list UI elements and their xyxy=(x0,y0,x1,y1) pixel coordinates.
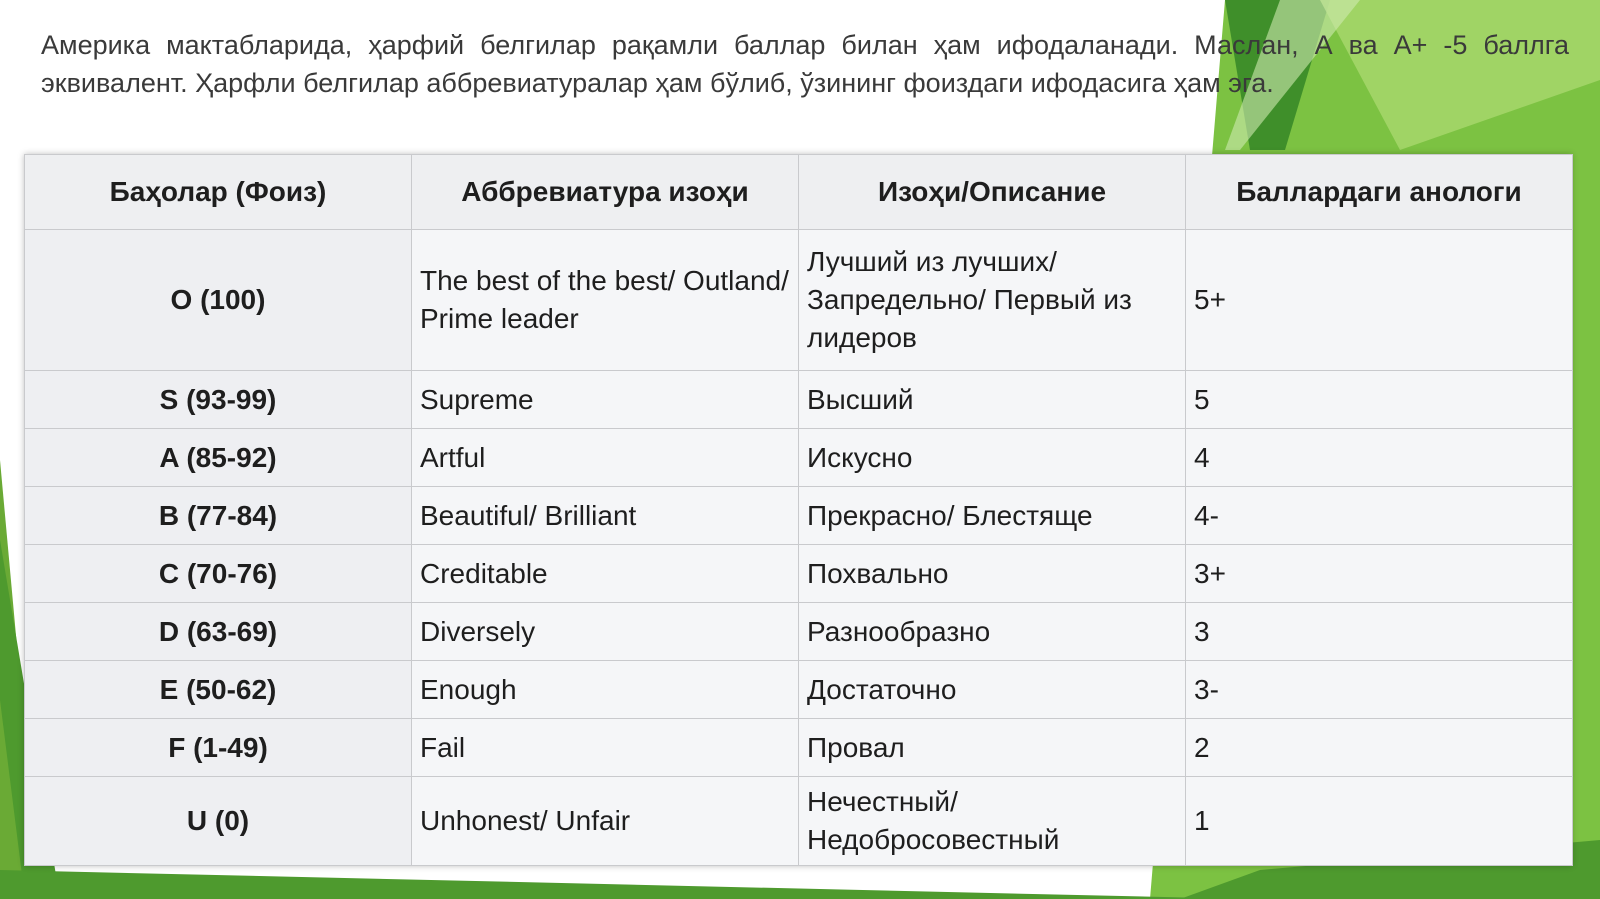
table-row xyxy=(25,487,1573,545)
description-cell: Лучший из лучших/ Запредельно/ Первый из лидеров xyxy=(799,230,1186,371)
description-cell: Прекрасно/ Блестяще xyxy=(799,487,1186,545)
score-cell: 5 xyxy=(1186,371,1573,429)
abbreviation-cell: Supreme xyxy=(412,371,799,429)
score-cell: 1 xyxy=(1186,777,1573,866)
table-row xyxy=(25,545,1573,603)
score-cell: 4 xyxy=(1186,429,1573,487)
grade-cell: O (100) xyxy=(25,230,412,371)
abbreviation-cell: Creditable xyxy=(412,545,799,603)
abbreviation-cell: Unhonest/ Unfair xyxy=(412,777,799,866)
header-score-analog: Баллардаги анологи xyxy=(1186,155,1573,230)
intro-paragraph: Америка мактабларида, ҳарфий белгилар рақамли баллар билан ҳам ифодаланади. Маслан, А ва А+ -5 баллга эквивалент. Ҳарфли белгилар аббревиатуралар ҳам бўлиб, ўзининг фоиздаги ифодасига ҳам эга. xyxy=(41,30,1569,98)
table-row xyxy=(25,371,1573,429)
table-row xyxy=(25,777,1573,866)
table-row xyxy=(25,661,1573,719)
table-row xyxy=(25,230,1573,371)
abbreviation-cell: Beautiful/ Brilliant xyxy=(412,487,799,545)
header-grades: Баҳолар (Фоиз) xyxy=(25,155,412,230)
grading-table-container xyxy=(24,154,1572,866)
grade-cell: C (70-76) xyxy=(25,545,412,603)
grade-cell: U (0) xyxy=(25,777,412,866)
table-row xyxy=(25,429,1573,487)
score-cell: 5+ xyxy=(1186,230,1573,371)
description-cell: Высший xyxy=(799,371,1186,429)
description-cell: Достаточно xyxy=(799,661,1186,719)
grade-cell: A (85-92) xyxy=(25,429,412,487)
header-description: Изоҳи/Описание xyxy=(799,155,1186,230)
score-cell: 3- xyxy=(1186,661,1573,719)
table-row xyxy=(25,719,1573,777)
grade-cell: F (1-49) xyxy=(25,719,412,777)
abbreviation-cell: Enough xyxy=(412,661,799,719)
abbreviation-cell: Artful xyxy=(412,429,799,487)
description-cell: Разнообразно xyxy=(799,603,1186,661)
grading-table xyxy=(24,154,1573,866)
grade-cell: D (63-69) xyxy=(25,603,412,661)
description-cell: Искусно xyxy=(799,429,1186,487)
description-cell: Нечестный/ Недобросовестный xyxy=(799,777,1186,866)
abbreviation-cell: Diversely xyxy=(412,603,799,661)
grade-cell: E (50-62) xyxy=(25,661,412,719)
score-cell: 4- xyxy=(1186,487,1573,545)
grade-cell: B (77-84) xyxy=(25,487,412,545)
abbreviation-cell: The best of the best/ Outland/ Prime leader xyxy=(412,230,799,371)
table-header-row xyxy=(25,155,1573,230)
header-abbreviation: Аббревиатура изоҳи xyxy=(412,155,799,230)
abbreviation-cell: Fail xyxy=(412,719,799,777)
grade-cell: S (93-99) xyxy=(25,371,412,429)
description-cell: Похвально xyxy=(799,545,1186,603)
table-row xyxy=(25,603,1573,661)
score-cell: 3+ xyxy=(1186,545,1573,603)
description-cell: Провал xyxy=(799,719,1186,777)
score-cell: 2 xyxy=(1186,719,1573,777)
score-cell: 3 xyxy=(1186,603,1573,661)
